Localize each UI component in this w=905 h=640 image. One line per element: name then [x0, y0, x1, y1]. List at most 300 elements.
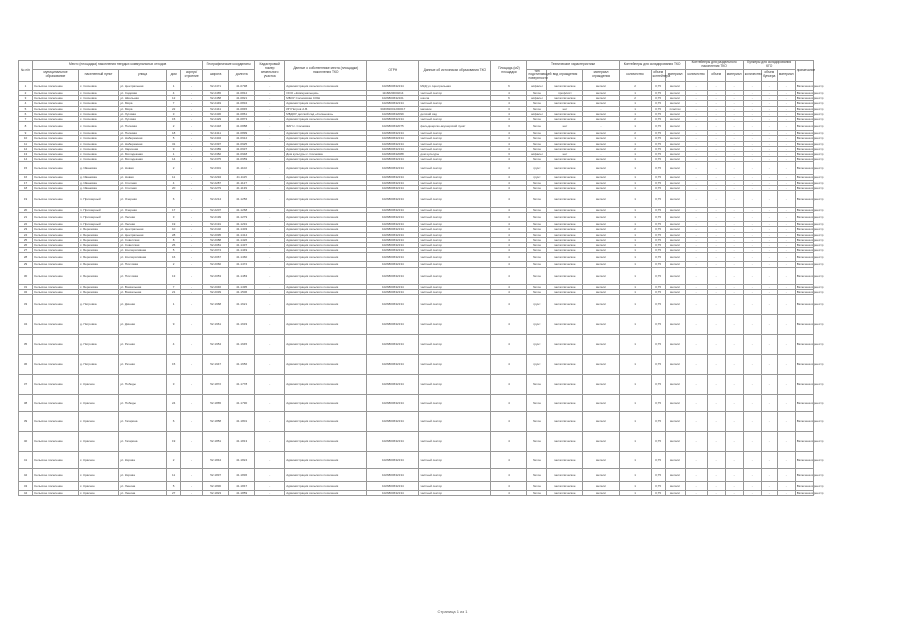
cell-area: 4 — [491, 111, 527, 116]
cell-mo: Сельское поселение — [33, 213, 79, 222]
row-number: 31 — [19, 284, 33, 289]
cell-fence-material: металл — [583, 90, 619, 95]
cell-surface: бетон — [527, 482, 547, 491]
cell-lon: 41.1256 — [229, 191, 255, 208]
cell-empty: - — [761, 355, 777, 375]
cell-empty: - — [743, 284, 761, 289]
cell-fence: металлическое — [547, 175, 583, 180]
cell-empty: - — [743, 122, 761, 131]
cell-source: детский сад — [419, 111, 491, 116]
cell-empty: - — [707, 232, 725, 237]
cell-np: п. Приозерный — [79, 208, 119, 213]
row-number: 25 — [19, 237, 33, 242]
cell-fence: металлическое — [547, 412, 583, 432]
cell-np: с. Сосновка — [79, 146, 119, 151]
row-number: 24 — [19, 232, 33, 237]
cell-area: 3 — [491, 106, 527, 111]
cell-mo: Сельское поселение — [33, 175, 79, 180]
row-number: 40 — [19, 432, 33, 452]
cell-source: частный сектор — [419, 141, 491, 146]
cell-fence: металлическое — [547, 131, 583, 136]
col-fence: вид ограждения — [547, 69, 583, 81]
cell-cont-mat: металл — [665, 157, 685, 162]
cell-source: частный сектор — [419, 491, 491, 496]
cell-building: - — [181, 284, 203, 289]
cell-area: 4 — [491, 248, 527, 253]
cell-empty: - — [707, 141, 725, 146]
cell-source: частный сектор — [419, 375, 491, 395]
cell-cont-qty: 1 — [619, 101, 651, 106]
col-cont-vol: объем контейнера — [651, 69, 665, 81]
cell-ogrn: 1026800632134 — [367, 315, 419, 335]
cell-street: ул. Полевая — [119, 122, 167, 131]
cell-mo: Сельское поселение — [33, 412, 79, 432]
cell-street: ул. Степная — [119, 185, 167, 190]
cell-np: д. Ивановка — [79, 180, 119, 185]
cell-mo: Сельское поселение — [33, 262, 79, 267]
cell-lat: 52.2411 — [203, 131, 229, 136]
cell-empty: - — [777, 375, 795, 395]
cell-cont-qty: 1 — [619, 262, 651, 267]
cell-street: ул. Советская — [119, 243, 167, 248]
cell-cont-mat: металл — [665, 267, 685, 284]
cell-empty: - — [725, 432, 743, 452]
cell-empty: - — [761, 208, 777, 213]
cell-cont-mat: металл — [665, 243, 685, 248]
cell-lon: 41.0899 — [229, 131, 255, 136]
cell-ogrn: 1026800632134 — [367, 432, 419, 452]
cell-empty: - — [685, 162, 707, 175]
cell-source: частный сектор — [419, 295, 491, 315]
cell-street: ул. Кооперативная — [119, 248, 167, 253]
cell-cont-mat: металл — [665, 227, 685, 232]
cell-empty: - — [777, 157, 795, 162]
cell-empty: - — [743, 248, 761, 253]
cell-source: фельдшерско-акушерский пункт — [419, 122, 491, 131]
cell-empty: - — [707, 412, 725, 432]
cell-np: с. Березовка — [79, 227, 119, 232]
cell-cont-qty: 2 — [619, 117, 651, 122]
cell-empty: - — [761, 106, 777, 111]
col-note: примечание — [795, 61, 813, 82]
cell-fence-material: металл — [583, 208, 619, 213]
cell-cont-qty: 1 — [619, 213, 651, 222]
cell-house: 7 — [167, 284, 181, 289]
cell-empty: - — [743, 157, 761, 162]
cell-lon: 41.1472 — [229, 262, 255, 267]
cell-cadastral: - — [255, 81, 285, 90]
cell-fence-material: металл — [583, 222, 619, 227]
cell-empty: - — [685, 253, 707, 262]
cell-cont-vol: 0,75 — [651, 136, 665, 141]
cell-cadastral: - — [255, 432, 285, 452]
cell-fence-material: металл — [583, 117, 619, 122]
cell-ogrn: 1026800632134 — [367, 295, 419, 315]
cell-empty: - — [761, 432, 777, 452]
cell-source: частный сектор — [419, 208, 491, 213]
cell-ogrn: 1026800632134 — [367, 232, 419, 237]
row-number: 16 — [19, 175, 33, 180]
cell-empty: - — [725, 146, 743, 151]
cell-empty: - — [685, 180, 707, 185]
cell-fence-material: - — [583, 106, 619, 111]
cell-cont-vol: 0,75 — [651, 289, 665, 294]
cell-lon: 41.1778 — [229, 375, 255, 395]
cell-cadastral: - — [255, 90, 285, 95]
cell-area: 4 — [491, 295, 527, 315]
cell-note: Включена в реестр — [796, 101, 824, 106]
cell-fence: металлическое — [547, 141, 583, 146]
cell-cadastral: - — [255, 253, 285, 262]
row-number: 10 — [19, 136, 33, 141]
cell-building: - — [181, 482, 203, 491]
cell-empty: - — [725, 284, 743, 289]
cell-empty: - — [685, 335, 707, 355]
cell-building: - — [181, 375, 203, 395]
cell-owner: Администрация сельского поселения — [285, 136, 367, 141]
cell-np: с. Красное — [79, 375, 119, 395]
cell-cont-mat: металл — [665, 131, 685, 136]
cell-lat: 52.2404 — [203, 136, 229, 141]
cell-cont-mat: металл — [665, 162, 685, 175]
row-number: 34 — [19, 315, 33, 335]
cell-building: - — [181, 432, 203, 452]
cell-empty: - — [777, 267, 795, 284]
cell-cadastral: - — [255, 289, 285, 294]
cell-ogrn: 1026800632134 — [367, 222, 419, 227]
cell-empty: - — [707, 248, 725, 253]
cell-cadastral: - — [255, 136, 285, 141]
cell-surface: грунт — [527, 295, 547, 315]
cell-empty: - — [761, 152, 777, 157]
cell-ogrn: 1026800632134 — [367, 267, 419, 284]
cell-mo: Сельское поселение — [33, 81, 79, 90]
cell-note: Включена в реестр — [795, 355, 813, 375]
cell-ogrn: 1026800632075 — [367, 122, 419, 131]
cell-owner: МБДОУ детский сад «Солнышко» — [285, 111, 367, 116]
cell-cadastral: - — [255, 180, 285, 185]
cell-lat: 52.2375 — [203, 157, 229, 162]
row-number: 6 — [19, 111, 33, 116]
cell-np: с. Сосновка — [79, 117, 119, 122]
cell-cadastral: - — [255, 267, 285, 284]
cell-fence-material: металл — [583, 262, 619, 267]
cell-fence-material: металл — [583, 267, 619, 284]
cell-empty: - — [685, 267, 707, 284]
cell-cont-vol: 0,75 — [651, 185, 665, 190]
cell-building: - — [181, 412, 203, 432]
cell-owner: Администрация сельского поселения — [285, 289, 367, 294]
cell-cont-vol: 0,75 — [651, 90, 665, 95]
cell-surface: бетон — [527, 284, 547, 289]
cell-fence: металлическое — [547, 355, 583, 375]
cell-cadastral: - — [255, 111, 285, 116]
cell-cont-qty: 1 — [619, 375, 651, 395]
cell-source: частный сектор — [419, 162, 491, 175]
cell-owner: Администрация сельского поселения — [285, 227, 367, 232]
cell-owner: Администрация сельского поселения — [285, 81, 367, 90]
cell-cadastral: - — [255, 106, 285, 111]
cell-lat: 52.2067 — [203, 253, 229, 262]
row-number: 43 — [19, 482, 33, 491]
cell-house: 3 — [167, 111, 181, 116]
cell-fence: металлическое — [547, 136, 583, 141]
cell-ogrn: 1026800632134 — [367, 213, 419, 222]
cell-street: ул. Почтовая — [119, 262, 167, 267]
page-footer: Страница 1 из 1 — [437, 609, 468, 614]
cell-empty: - — [761, 295, 777, 315]
cell-ogrn: 1026800632099 — [367, 111, 419, 116]
cell-cont-vol: 0,75 — [651, 122, 665, 131]
row-number: 7 — [19, 117, 33, 122]
cell-surface: бетон — [527, 90, 547, 95]
cell-source: частный сектор — [419, 232, 491, 237]
cell-cont-mat: металл — [665, 295, 685, 315]
cell-empty: - — [707, 222, 725, 227]
cell-cadastral: - — [255, 482, 285, 491]
cell-fence-material: металл — [583, 237, 619, 242]
cell-building: - — [181, 289, 203, 294]
cell-empty: - — [725, 162, 743, 175]
cell-house: 18 — [167, 131, 181, 136]
group-geo: Географические координаты — [203, 61, 255, 70]
cell-source: частный сектор — [419, 412, 491, 432]
cell-ogrn: 1026800632101 — [367, 96, 419, 101]
cell-empty: - — [685, 232, 707, 237]
cell-lon: 41.1291 — [229, 222, 255, 227]
cell-fence: металлическое — [547, 289, 583, 294]
cell-lon: 41.1279 — [229, 213, 255, 222]
cell-source: частный сектор — [419, 222, 491, 227]
cell-fence: металлическое — [547, 267, 583, 284]
row-number: 12 — [19, 146, 33, 151]
cell-source: частный сектор — [419, 90, 491, 95]
table-row — [19, 375, 894, 395]
cell-fence-material: металл — [583, 412, 619, 432]
cell-street: ул. Вокзальная — [119, 289, 167, 294]
cell-note: Включена в реестр — [795, 191, 813, 208]
cell-area: 4 — [491, 452, 527, 469]
cell-area: 4 — [491, 335, 527, 355]
cell-area: 4 — [491, 141, 527, 146]
cell-cont-qty: 1 — [619, 253, 651, 262]
cell-np: с. Сосновка — [79, 141, 119, 146]
cell-source: частный сектор — [419, 262, 491, 267]
cell-area: 4 — [491, 213, 527, 222]
table-body — [19, 81, 894, 495]
cell-lon: 41.1483 — [229, 267, 255, 284]
cell-np: д. Ивановка — [79, 175, 119, 180]
cell-fence: металлическое — [547, 452, 583, 469]
cell-lon: 41.1495 — [229, 284, 255, 289]
cell-surface: бетон — [527, 185, 547, 190]
cell-empty: - — [725, 117, 743, 122]
cell-building: - — [181, 227, 203, 232]
cell-note: Включена в реестр — [795, 315, 813, 335]
cell-surface: бетон — [527, 136, 547, 141]
cell-house: 2 — [167, 452, 181, 469]
cell-empty: - — [707, 432, 725, 452]
cell-fence-material: металл — [583, 111, 619, 116]
cell-surface: бетон — [527, 146, 547, 151]
cell-surface: бетон — [527, 491, 547, 496]
cell-source: частный сектор — [419, 101, 491, 106]
cell-cont-qty: 1 — [619, 289, 651, 294]
cell-cont-mat: металл — [665, 432, 685, 452]
cell-lat: 52.2046 — [203, 284, 229, 289]
cell-np: с. Березовка — [79, 284, 119, 289]
cell-building: - — [181, 117, 203, 122]
cell-empty: - — [743, 253, 761, 262]
cell-owner: Администрация сельского поселения — [285, 412, 367, 432]
cell-np: с. Березовка — [79, 248, 119, 253]
cell-empty: - — [707, 101, 725, 106]
cell-source: частный сектор — [419, 395, 491, 412]
cell-owner: Администрация сельского поселения — [285, 267, 367, 284]
cell-empty: - — [761, 395, 777, 412]
col-lat: широта — [203, 69, 229, 81]
cell-owner: Администрация сельского поселения — [285, 284, 367, 289]
cell-cont-vol: 0,75 — [651, 227, 665, 232]
cell-note: Включена в реестр — [796, 262, 824, 267]
cell-source: частный сектор — [419, 335, 491, 355]
cell-empty: - — [761, 232, 777, 237]
cell-cont-qty: 1 — [619, 191, 651, 208]
cell-cont-vol: 0,75 — [651, 175, 665, 180]
cell-source: частный сектор — [419, 185, 491, 190]
cell-street: ул. Кирова — [119, 469, 167, 482]
cell-fence: металлическое — [547, 81, 583, 90]
cell-source: дом культуры — [419, 152, 491, 157]
cell-cont-mat: металл — [665, 81, 685, 90]
cell-cont-mat: металл — [665, 117, 685, 122]
cell-house: 5 — [167, 136, 181, 141]
cell-owner: Администрация сельского поселения — [285, 101, 367, 106]
cell-cont-vol: 0,75 — [651, 152, 665, 157]
table-row — [19, 81, 894, 90]
cell-cont-qty: 2 — [619, 227, 651, 232]
cell-empty: - — [743, 185, 761, 190]
cell-empty: - — [777, 262, 795, 267]
cell-mo: Сельское поселение — [33, 222, 79, 227]
cell-source: МКД ул. Центральная — [419, 81, 491, 90]
cell-lon: 41.0798 — [229, 81, 255, 90]
cell-surface: бетон — [527, 253, 547, 262]
cell-ogrn: 1026800632134 — [367, 208, 419, 213]
cell-surface: бетон — [527, 243, 547, 248]
cell-fence-material: металл — [583, 452, 619, 469]
cell-cont-vol: 0,75 — [651, 335, 665, 355]
row-number: 2 — [19, 90, 33, 95]
cell-building: - — [181, 162, 203, 175]
cell-fence-material: металл — [583, 395, 619, 412]
cell-fence-material: металл — [583, 315, 619, 335]
cell-lon: 41.1621 — [229, 295, 255, 315]
cell-street: ул. Кирова — [119, 452, 167, 469]
cell-np: д. Петровка — [79, 335, 119, 355]
cell-empty: - — [761, 284, 777, 289]
cell-empty: - — [743, 482, 761, 491]
cell-lat: 52.1961 — [203, 315, 229, 335]
cell-street: ул. Молодежная — [119, 152, 167, 157]
cell-cont-mat: металл — [665, 141, 685, 146]
cell-house: 3 — [167, 375, 181, 395]
cell-cont-vol: 0,75 — [651, 375, 665, 395]
cell-empty: - — [743, 315, 761, 335]
cell-note: Включена в реестр — [795, 395, 813, 412]
cell-area: 4 — [491, 191, 527, 208]
cell-source: частный сектор — [419, 253, 491, 262]
cell-empty: - — [725, 101, 743, 106]
cell-surface: бетон — [527, 412, 547, 432]
cell-empty: - — [777, 232, 795, 237]
cell-ogrn: 1026800632134 — [367, 81, 419, 90]
cell-cont-qty: 1 — [619, 452, 651, 469]
cell-cont-mat: металл — [665, 355, 685, 375]
cell-mo: Сельское поселение — [33, 131, 79, 136]
cell-lat: 52.2397 — [203, 141, 229, 146]
row-number: 21 — [19, 213, 33, 222]
cell-owner: Дом культуры с. Сосновка — [285, 152, 367, 157]
cell-street: ул. Ленина — [119, 491, 167, 496]
cell-np: с. Красное — [79, 412, 119, 432]
cell-empty: - — [743, 243, 761, 248]
cell-surface: асфальт — [527, 96, 547, 101]
cell-cont-mat: металл — [665, 412, 685, 432]
cell-source: частный сектор — [419, 243, 491, 248]
cell-np: п. Приозерный — [79, 213, 119, 222]
row-number: 15 — [19, 162, 33, 175]
cell-fence: нет — [547, 106, 583, 111]
cell-mo: Сельское поселение — [33, 141, 79, 146]
cell-lat: 52.2095 — [203, 232, 229, 237]
cell-area: 4 — [491, 469, 527, 482]
cell-note: Включена в реестр — [796, 208, 824, 213]
cell-np: с. Березовка — [79, 243, 119, 248]
group-separate: Контейнеры для раздельного накопления ТКО — [685, 61, 743, 70]
cell-empty: - — [761, 175, 777, 180]
cell-lat: 52.1954 — [203, 335, 229, 355]
cell-lon: 41.0812 — [229, 90, 255, 95]
cell-owner: Администрация сельского поселения — [285, 253, 367, 262]
cell-note: Включена в реестр — [796, 90, 824, 95]
cell-empty: - — [685, 152, 707, 157]
cell-empty: - — [725, 237, 743, 242]
cell-cadastral: - — [255, 355, 285, 375]
cell-mo: Сельское поселение — [33, 469, 79, 482]
cell-source: частный сектор — [419, 227, 491, 232]
cell-street: ул. Озерная — [119, 191, 167, 208]
cell-mo: Сельское поселение — [33, 232, 79, 237]
cell-building: - — [181, 81, 203, 90]
cell-note: Включена в реестр — [795, 452, 813, 469]
cell-fence: металлическое — [547, 315, 583, 335]
cell-empty: - — [777, 227, 795, 232]
cell-lat: 52.1947 — [203, 355, 229, 375]
cell-fence: металлическое — [547, 375, 583, 395]
cell-ogrn: 1026800632088 — [367, 152, 419, 157]
cell-cadastral: - — [255, 146, 285, 151]
cell-cont-mat: металл — [665, 111, 685, 116]
cell-fence-material: металл — [583, 131, 619, 136]
cell-empty: - — [743, 237, 761, 242]
row-number: 20 — [19, 208, 33, 213]
cell-owner: Администрация сельского поселения — [285, 222, 367, 227]
col-lon: долгота — [229, 69, 255, 81]
col-cont-mat: материал — [665, 69, 685, 81]
cell-source: частный сектор — [419, 180, 491, 185]
cell-building: - — [181, 106, 203, 111]
